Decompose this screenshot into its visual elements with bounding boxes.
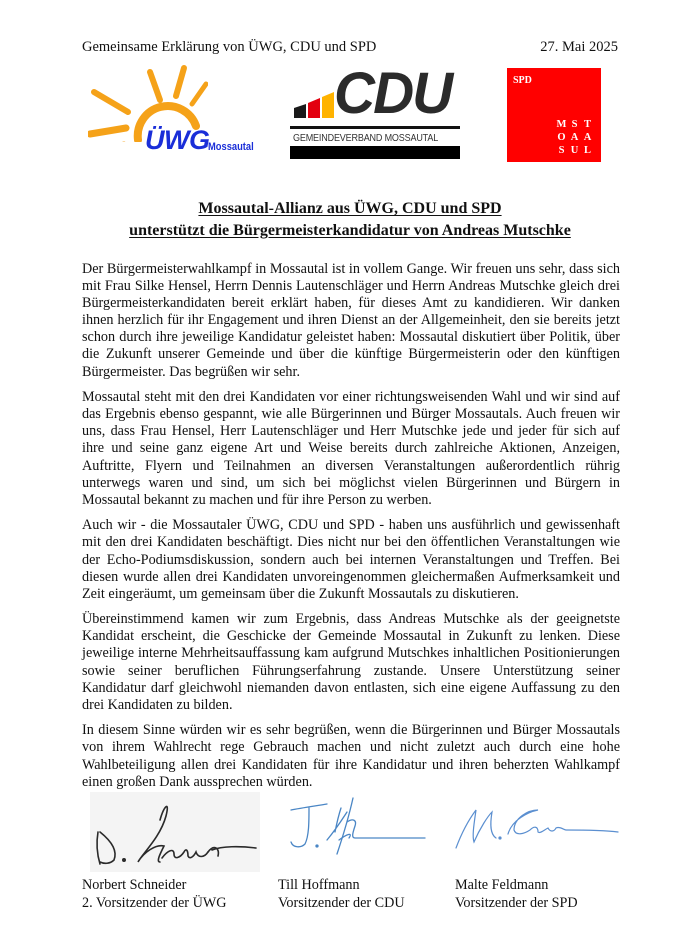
- header-title: Gemeinsame Erklärung von ÜWG, CDU und SPD: [82, 39, 377, 55]
- signature-hoffmann: [287, 792, 427, 872]
- spd-letter: L: [583, 145, 591, 156]
- document-title: [0, 198, 700, 242]
- signatory-cdu: [278, 876, 405, 912]
- cdu-logo-text: CDU: [334, 61, 452, 126]
- document-header: [82, 38, 618, 56]
- signature-icon: [287, 792, 427, 872]
- cdu-logo-bar: [290, 146, 460, 159]
- signatory-name: Malte Feldmann: [455, 877, 549, 893]
- uwg-logo-text: ÜWG: [145, 125, 210, 155]
- spd-letter: T: [583, 119, 591, 130]
- signatory-role: 2. Vorsitzender der ÜWG: [82, 895, 227, 911]
- paragraph: Der Bürgermeisterwahlkampf in Mossautal ist in vollem Gange. Wir freuen uns sehr, dass sich mit Frau Silke Hensel, Herrn Dennis Lautenschläger und Herrn Andreas Mutschke gleich drei Bürgermeisterkandidaten bereit erklärt haben, für dieses Amt zu kandidieren. Wir danken ihnen herzlich für ihr Engagement und ihren Dienst an der Allgemeinheit, den sie bereits jetzt schon durch ihre jeweilige Kandidatur geleistet haben: Mossautal diskutiert über Politik, über die Zukunft unserer Gemeinde und über die künftige Bürgermeisterin oder den künftigen Bürgermeister. Das begrüßen wir sehr.: [82, 261, 620, 380]
- cdu-logo-rule: [290, 126, 460, 129]
- paragraph: Übereinstimmend kamen wir zum Ergebnis, dass Andreas Mutschke als der geeignetste Kandidat erscheint, die Geschicke der Gemeinde Mossautal in Zukunft zu lenken. Diese jeweilige interne Mehrheitsauffassung kam aufgrund Mutschkes inhaltlichen Positionierungen sowie seiner beruflichen Führungserfahrung zustande. Unsere Unterstützung seiner Kandidatur darf gleichwohl niemanden davon entlasten, sich eine eigene Auffassung zu den drei Kandidaten zu bilden.: [82, 611, 620, 713]
- cdu-logo-subtitle: GEMEINDEVERBAND MOSSAUTAL: [293, 132, 439, 144]
- signature-icon: [452, 792, 622, 872]
- title-line-2: unterstützt die Bürgermeisterkandidatur von Andreas Mutschke: [129, 222, 571, 239]
- spd-logo-text: SPD: [513, 75, 532, 86]
- signature-icon: [90, 792, 260, 872]
- signatory-spd: [455, 876, 578, 912]
- spd-letter: M: [556, 119, 567, 130]
- spd-letter: U: [570, 145, 579, 156]
- signature-feldmann: [452, 792, 622, 872]
- cdu-logo: [290, 61, 460, 160]
- paragraph: In diesem Sinne würden wir es sehr begrüßen, wenn die Bürgerinnen und Bürger Mossautals von ihrem Wahlrecht rege Gebrauch machen und nicht zuletzt auch durch eine hohe Wahlbeteiligung allen drei Kandidaten für ihre Kandidatur und ihren beherzten Wahlkampf einen großen Dank aussprechen würden.: [82, 722, 620, 790]
- signatory-name: Norbert Schneider: [82, 877, 187, 893]
- signatory-uwg: [82, 876, 226, 912]
- cdu-bars-icon: [294, 90, 338, 118]
- signature-area: [82, 792, 622, 872]
- spd-letter-grid: [555, 119, 594, 158]
- spd-logo: [507, 68, 601, 162]
- signatory-name: Till Hoffmann: [278, 877, 360, 893]
- paragraph: Auch wir - die Mossautaler ÜWG, CDU und SPD - haben uns ausführlich und gewissenhaft mit den drei Kandidaten beschäftigt. Dies nicht nur bei den öffentlichen Veranstaltungen wie der Echo-Podiumsdiskussion, sondern auch bei internen Veranstaltungen und Treffen. Bei diesen wurde allen drei Kandidaten unvoreingenommen gleichermaßen Aufmerksamkeit und Zeit eingeräumt, um gemeinsam über die Zukunft Mossautals zu diskutieren.: [82, 517, 620, 602]
- uwg-logo-subtitle: Mossautal: [208, 141, 254, 153]
- signature-schneider: [90, 792, 260, 872]
- spd-letter: O: [557, 132, 566, 143]
- signatory-role: Vorsitzender der SPD: [455, 895, 578, 911]
- spd-letter: A: [570, 132, 579, 143]
- signatory-role: Vorsitzender der CDU: [278, 895, 405, 911]
- spd-letter: A: [583, 132, 592, 143]
- paragraph: Mossautal steht mit den drei Kandidaten vor einer richtungsweisenden Wahl und wir sind auf das Ergebnis ebenso gespannt, wie alle Bürgerinnen und Bürger Mossautals. Auch freuen wir uns, dass Frau Hensel, Herr Lautenschläger und Herr Mutschke jede und jeder für sich auf ihre und seine ganz eigene Art und Weise bereits durch zahlreiche Aktionen, Anzeigen, Auftritte, Flyern und Teilnahmen an diversen Veranstaltungen außerordentlich rührig unterwegs waren und sind, um sich bei möglichst vielen Bürgerinnen und Bürgern in Mossautal bekannt zu machen und für ihre Person zu werben.: [82, 389, 620, 508]
- uwg-logo: [88, 62, 268, 162]
- title-line-1: Mossautal-Allianz aus ÜWG, CDU und SPD: [198, 200, 502, 217]
- spd-letter: S: [558, 145, 565, 156]
- document-body: [82, 261, 620, 799]
- header-date: 27. Mai 2025: [540, 39, 618, 55]
- spd-letter: S: [571, 119, 578, 130]
